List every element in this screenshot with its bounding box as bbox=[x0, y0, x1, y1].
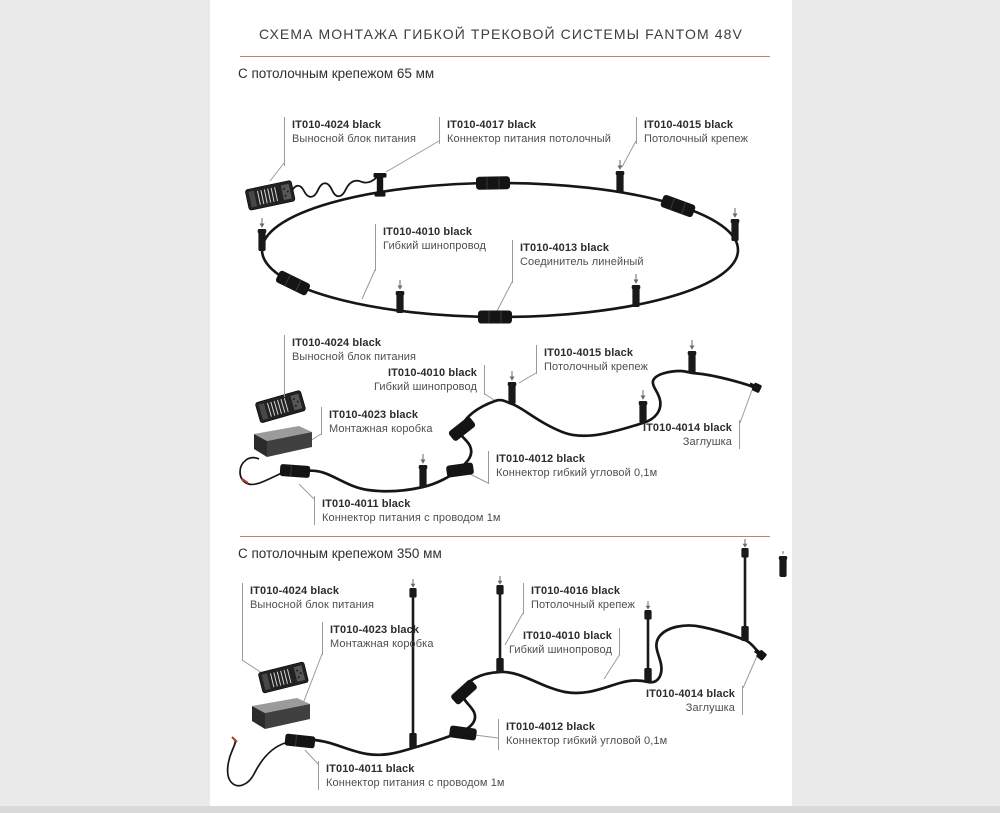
part-label-4023 bbox=[322, 622, 434, 655]
part-name: Монтажная коробка bbox=[330, 638, 434, 650]
part-code: IT010-4014 black bbox=[642, 422, 732, 434]
part-name: Заглушка bbox=[685, 702, 735, 714]
part-name: Потолочный крепеж bbox=[644, 133, 748, 145]
part-label-4014 bbox=[646, 686, 743, 715]
part-code: IT010-4015 black bbox=[544, 347, 634, 359]
part-label-4015 bbox=[536, 345, 648, 374]
end-cap bbox=[748, 381, 762, 394]
part-label-4016 bbox=[523, 583, 635, 614]
part-code: IT010-4012 black bbox=[496, 453, 586, 465]
part-label-4011 bbox=[318, 761, 505, 790]
part-name: Коннектор гибкий угловой 0,1м bbox=[496, 467, 658, 479]
part-name: Гибкий шинопровод bbox=[383, 240, 487, 252]
ceiling-rod-350 bbox=[644, 601, 651, 683]
part-name: Соединитель линейный bbox=[520, 256, 644, 268]
part-name: Монтажная коробка bbox=[329, 423, 433, 435]
part-code: IT010-4024 black bbox=[292, 337, 382, 349]
part-name: Гибкий шинопровод bbox=[373, 381, 477, 393]
part-code: IT010-4016 black bbox=[531, 585, 621, 597]
bottom-band bbox=[0, 806, 1000, 813]
ceiling-mount-detail bbox=[779, 551, 787, 577]
part-code: IT010-4017 black bbox=[447, 119, 537, 131]
part-code: IT010-4010 black bbox=[387, 367, 477, 379]
part-name: Коннектор питания с проводом 1м bbox=[322, 512, 501, 524]
part-name: Выносной блок питания bbox=[250, 599, 375, 611]
part-label-4017 bbox=[439, 117, 611, 144]
part-label-4010 bbox=[375, 224, 486, 271]
part-code: IT010-4010 black bbox=[383, 226, 473, 238]
part-code: IT010-4023 black bbox=[329, 409, 419, 421]
part-label-4023 bbox=[321, 407, 433, 435]
section-heading-65mm: С потолочным крепежом 65 мм bbox=[238, 66, 435, 81]
ceiling-power-connector bbox=[374, 173, 387, 197]
part-name: Выносной блок питания bbox=[292, 133, 417, 145]
power-wire-1m bbox=[240, 458, 282, 485]
ceiling-rod-350 bbox=[496, 576, 503, 673]
ceiling-rod-350 bbox=[741, 539, 748, 641]
part-code: IT010-4015 black bbox=[644, 119, 734, 131]
part-code: IT010-4010 black bbox=[522, 630, 612, 642]
part-label-4011 bbox=[314, 496, 501, 525]
part-name: Потолочный крепеж bbox=[544, 361, 648, 373]
power-supply-unit bbox=[258, 662, 309, 694]
section-heading-350mm: С потолочным крепежом 350 мм bbox=[238, 546, 442, 561]
part-label-4012 bbox=[498, 719, 667, 750]
part-name: Коннектор гибкий угловой 0,1м bbox=[506, 735, 668, 747]
part-label-4012 bbox=[488, 451, 657, 484]
mounting-box bbox=[254, 426, 312, 457]
part-name: Коннектор питания с проводом 1м bbox=[326, 777, 505, 789]
part-label-4024 bbox=[284, 117, 416, 166]
part-code: IT010-4011 black bbox=[322, 498, 411, 510]
part-name: Коннектор питания потолочный bbox=[447, 133, 611, 145]
part-label-4013 bbox=[512, 240, 644, 283]
part-code: IT010-4024 black bbox=[250, 585, 340, 597]
part-code: IT010-4012 black bbox=[506, 721, 596, 733]
power-wire-1m bbox=[228, 740, 285, 786]
power-supply-unit bbox=[245, 180, 295, 210]
document-page bbox=[210, 0, 792, 813]
power-connector-wire bbox=[284, 733, 315, 748]
power-connector-wire bbox=[280, 464, 311, 478]
part-name: Выносной блок питания bbox=[292, 351, 417, 363]
mounting-box bbox=[252, 698, 310, 729]
page-title: СХЕМА МОНТАЖА ГИБКОЙ ТРЕКОВОЙ СИСТЕМЫ FANTOM 48V bbox=[259, 26, 743, 42]
part-name: Потолочный крепеж bbox=[531, 599, 635, 611]
part-code: IT010-4024 black bbox=[292, 119, 382, 131]
part-label-4010 bbox=[509, 628, 620, 655]
part-label-4014 bbox=[643, 420, 740, 449]
part-code: IT010-4013 black bbox=[520, 242, 610, 254]
part-name: Заглушка bbox=[682, 436, 732, 448]
ceiling-rod-350 bbox=[409, 579, 416, 748]
part-code: IT010-4023 black bbox=[330, 624, 420, 636]
part-name: Гибкий шинопровод bbox=[508, 644, 612, 656]
part-label-4015 bbox=[636, 117, 748, 144]
diagram-oval-65mm bbox=[245, 141, 739, 324]
part-code: IT010-4014 black bbox=[645, 688, 735, 700]
part-label-4010 bbox=[374, 365, 485, 395]
part-code: IT010-4011 black bbox=[326, 763, 415, 775]
